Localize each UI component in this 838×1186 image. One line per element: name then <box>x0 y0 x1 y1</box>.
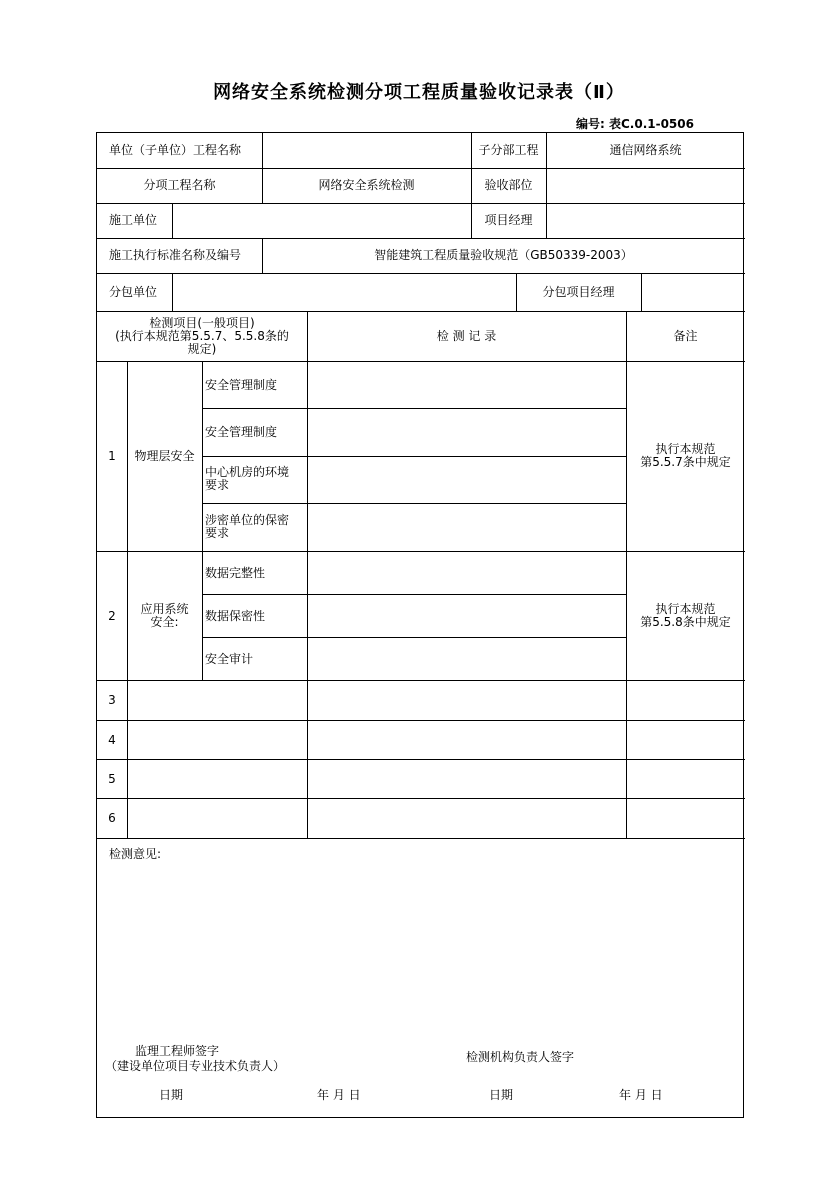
agency-date-label: 日期 <box>489 1088 514 1102</box>
row-2-subitem-3: 安全审计 <box>205 652 254 666</box>
row-1-remark-line2: 第5.5.7条中规定 <box>640 455 731 469</box>
unit-project-name-label: 单位（子单位）工程名称 <box>109 143 242 157</box>
row-1-subitem-3-line1: 中心机房的环境 <box>205 465 290 479</box>
row-2-number: 2 <box>108 609 116 623</box>
row-1-subitem-4-line1: 涉密单位的保密 <box>205 513 290 527</box>
page-title: 网络安全系统检测分项工程质量验收记录表（Ⅱ） <box>213 82 625 103</box>
row-1-remark-line1: 执行本规范 <box>655 442 716 456</box>
standard-value: 智能建筑工程质量验收规范（GB50339-2003） <box>374 248 633 262</box>
sub-item-name-label: 分项工程名称 <box>143 178 216 192</box>
row-6-number: 6 <box>108 811 116 825</box>
sub-division-label: 子分部工程 <box>478 143 539 157</box>
sub-item-name-value: 网络安全系统检测 <box>318 178 415 192</box>
subcontract-unit-label: 分包单位 <box>109 285 158 299</box>
row-2-subitem-2: 数据保密性 <box>205 609 266 623</box>
subcontract-pm-label: 分包项目经理 <box>542 285 615 299</box>
row-1-number: 1 <box>108 449 116 463</box>
items-header-line2: (执行本规范第5.5.7、5.5.8条的 <box>115 329 289 343</box>
inspection-opinion-label: 检测意见: <box>109 847 162 861</box>
agency-signature-label: 检测机构负责人签字 <box>466 1050 575 1064</box>
row-1-subitem-4-line2: 要求 <box>205 526 230 540</box>
row-2-category-line1: 应用系统 <box>140 602 189 616</box>
construction-unit-label: 施工单位 <box>109 213 158 227</box>
row-1-subitem-2: 安全管理制度 <box>205 425 278 439</box>
supervisor-signature-label: 监理工程师签字 <box>135 1044 220 1058</box>
row-2-category-line2: 安全: <box>150 615 179 629</box>
row-2-remark-line2: 第5.5.8条中规定 <box>640 615 731 629</box>
row-2-subitem-1: 数据完整性 <box>205 566 266 580</box>
row-1-category: 物理层安全 <box>134 449 195 463</box>
items-header-line3: 规定) <box>187 342 217 356</box>
agency-date-ymd: 年 月 日 <box>619 1088 663 1102</box>
acceptance-record-table <box>96 132 744 1118</box>
supervisor-signature-note: （建设单位项目专业技术负责人） <box>105 1059 286 1073</box>
sub-division-value: 通信网络系统 <box>609 143 682 157</box>
record-header: 检 测 记 录 <box>436 329 497 343</box>
standard-label: 施工执行标准名称及编号 <box>109 248 242 262</box>
project-manager-label: 项目经理 <box>484 213 533 227</box>
row-1-subitem-3-line2: 要求 <box>205 478 230 492</box>
row-1-subitem-1: 安全管理制度 <box>205 378 278 392</box>
doc-number: 编号: 表C.0.1-0506 <box>576 117 694 131</box>
row-5-number: 5 <box>108 772 116 786</box>
supervisor-date-label: 日期 <box>159 1088 184 1102</box>
supervisor-date-ymd: 年 月 日 <box>317 1088 361 1102</box>
items-header-line1: 检测项目(一般项目) <box>149 316 255 330</box>
remark-header: 备注 <box>673 329 698 343</box>
row-3-number: 3 <box>108 693 116 707</box>
acceptance-part-label: 验收部位 <box>484 178 533 192</box>
row-4-number: 4 <box>108 733 116 747</box>
row-2-remark-line1: 执行本规范 <box>655 602 716 616</box>
